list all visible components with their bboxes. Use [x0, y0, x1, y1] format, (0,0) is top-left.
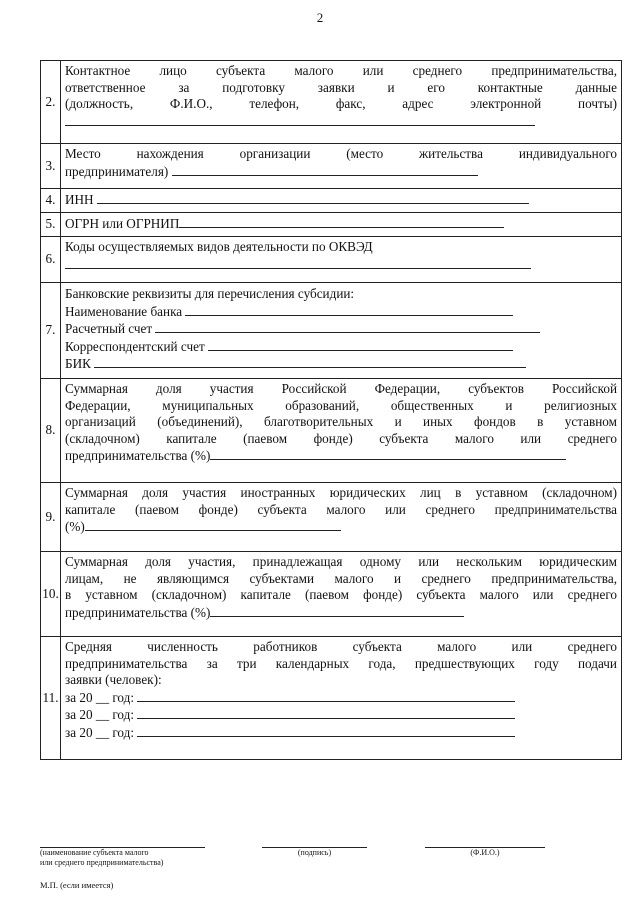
- application-form-table: [40, 60, 622, 760]
- rf-share-input-line[interactable]: [210, 447, 566, 460]
- row-text-line: капитале (паевом фонде) субъекта малого или среднего предпринимательства: [65, 501, 617, 517]
- row-number: 10.: [41, 552, 61, 637]
- row-number: 8.: [41, 379, 61, 483]
- form-row-inn: [41, 189, 622, 213]
- row-content: [61, 379, 622, 483]
- row-text: (%): [65, 519, 85, 534]
- form-row-location: [41, 144, 622, 189]
- year-field: [65, 724, 617, 742]
- okved-label: Коды осуществляемых видов деятельности по ОКВЭД: [65, 239, 373, 254]
- ogrn-input-line[interactable]: [179, 215, 504, 228]
- bank-field: [65, 320, 617, 338]
- row-number: 6.: [41, 237, 61, 283]
- row-text-line: Контактное лицо субъекта малого или среднего предпринимательства,: [65, 63, 617, 78]
- row-text-line: Суммарная доля участия, принадлежащая одному или нескольким юридическим: [65, 554, 617, 569]
- inn-input-line[interactable]: [97, 191, 529, 204]
- bank-field-label: Наименование банка: [65, 303, 183, 319]
- bank-field-label: Корреспондентский счет: [65, 338, 205, 354]
- row-text-line: заявки (человек):: [65, 672, 162, 687]
- row-text-line: Суммарная доля участия Российской Федерации, субъектов Российской: [65, 381, 617, 396]
- year-label: за 20 __ год:: [65, 707, 134, 722]
- row-content: [61, 552, 622, 637]
- row-number: 11.: [41, 637, 61, 760]
- row-text-line: [65, 447, 617, 465]
- subject-name-signature-line[interactable]: [40, 847, 205, 868]
- row-number: 3.: [41, 144, 61, 189]
- year-3-input-line[interactable]: [137, 724, 515, 737]
- row-text-line: [65, 518, 617, 536]
- row-content: [61, 189, 622, 213]
- form-row-rf-share: [41, 379, 622, 483]
- row-content: [61, 144, 622, 189]
- row-text: предпринимательства (%): [65, 448, 211, 463]
- form-row-ogrn: [41, 213, 622, 237]
- year-label: за 20 __ год:: [65, 724, 134, 740]
- year-field: [65, 689, 617, 707]
- row-number: 5.: [41, 213, 61, 237]
- row-text-line: ответственное за подготовку заявки и его контактные данные: [65, 79, 617, 95]
- year-1-input-line[interactable]: [137, 689, 515, 702]
- bik-input-line[interactable]: [94, 355, 526, 368]
- row-text-line: предпринимательства за три календарных года, предшествующих году подачи: [65, 655, 617, 671]
- okved-input-line[interactable]: [65, 256, 531, 269]
- row-text-line: организаций (объединений), благотворительных и иных фондов в уставном: [65, 414, 617, 429]
- location-input-line[interactable]: [172, 163, 478, 176]
- bank-name-input-line[interactable]: [185, 303, 513, 316]
- row-text-line: [65, 604, 617, 622]
- row-number: 2.: [41, 61, 61, 144]
- form-row-bank: [41, 283, 622, 379]
- row-number: 9.: [41, 483, 61, 552]
- year-field: [65, 706, 617, 724]
- row-content: [61, 637, 622, 760]
- row-content: [61, 483, 622, 552]
- row-text: предпринимательства (%): [65, 604, 211, 620]
- row-content: [61, 283, 622, 379]
- signature-line[interactable]: [262, 847, 367, 858]
- row-text-line: Суммарная доля участия иностранных юридических лиц в уставном (складочном): [65, 485, 617, 500]
- row-text-line: в уставном (складочном) капитале (паевом фонде) субъекта малого или среднего: [65, 587, 617, 602]
- row-content: [61, 237, 622, 283]
- subject-name-caption: или среднего предпринимательства): [40, 858, 164, 867]
- bank-field-label: Расчетный счет: [65, 321, 153, 336]
- foreign-share-input-line[interactable]: [85, 518, 341, 531]
- legal-share-input-line[interactable]: [210, 604, 464, 617]
- signature-caption: (подпись): [297, 848, 332, 857]
- corr-account-input-line[interactable]: [208, 338, 513, 351]
- year-2-input-line[interactable]: [137, 706, 515, 719]
- stamp-note: М.П. (если имеется): [40, 880, 114, 890]
- page-number: 2: [316, 10, 324, 25]
- account-input-line[interactable]: [155, 320, 540, 333]
- row-text: предпринимателя): [65, 163, 169, 179]
- bank-field: [65, 338, 617, 356]
- bank-field: [65, 303, 617, 321]
- row-text-line: (должность, Ф.И.О., телефон, факс, адрес электронной почты): [65, 96, 617, 111]
- inn-label: ИНН: [65, 192, 94, 207]
- form-row-legal-share: [41, 552, 622, 637]
- row-text-line: Средняя численность работников субъекта малого или среднего: [65, 639, 617, 654]
- form-row-okved: [41, 237, 622, 283]
- row-content: [61, 213, 622, 237]
- subject-name-caption: (наименование субъекта малого: [40, 848, 149, 857]
- bank-field-label: БИК: [65, 356, 91, 371]
- fio-signature-line[interactable]: [425, 847, 545, 858]
- fio-caption: (Ф.И.О.): [470, 848, 500, 857]
- row-content: [61, 61, 622, 144]
- row-text-line: Федерации, муниципальных образований, общественных и религиозных: [65, 397, 617, 413]
- row-text-line: (складочном) капитале (паевом фонде) субъекта малого или среднего: [65, 430, 617, 446]
- year-label: за 20 __ год:: [65, 689, 134, 705]
- row-text-line: лицам, не являющимся субъектами малого и среднего предпринимательства,: [65, 570, 617, 586]
- bank-title: Банковские реквизиты для перечисления субсидии:: [65, 286, 355, 301]
- form-row-contact: [41, 61, 622, 144]
- ogrn-label: ОГРН или ОГРНИП: [65, 216, 180, 231]
- bank-field: [65, 355, 617, 373]
- row-text-line: [65, 163, 617, 181]
- row-text-line: Место нахождения организации (место жительства индивидуального: [65, 146, 617, 161]
- form-row-employees: [41, 637, 622, 760]
- form-row-foreign-share: [41, 483, 622, 552]
- row-number: 4.: [41, 189, 61, 213]
- contact-input-line[interactable]: [65, 113, 535, 126]
- row-number: 7.: [41, 283, 61, 379]
